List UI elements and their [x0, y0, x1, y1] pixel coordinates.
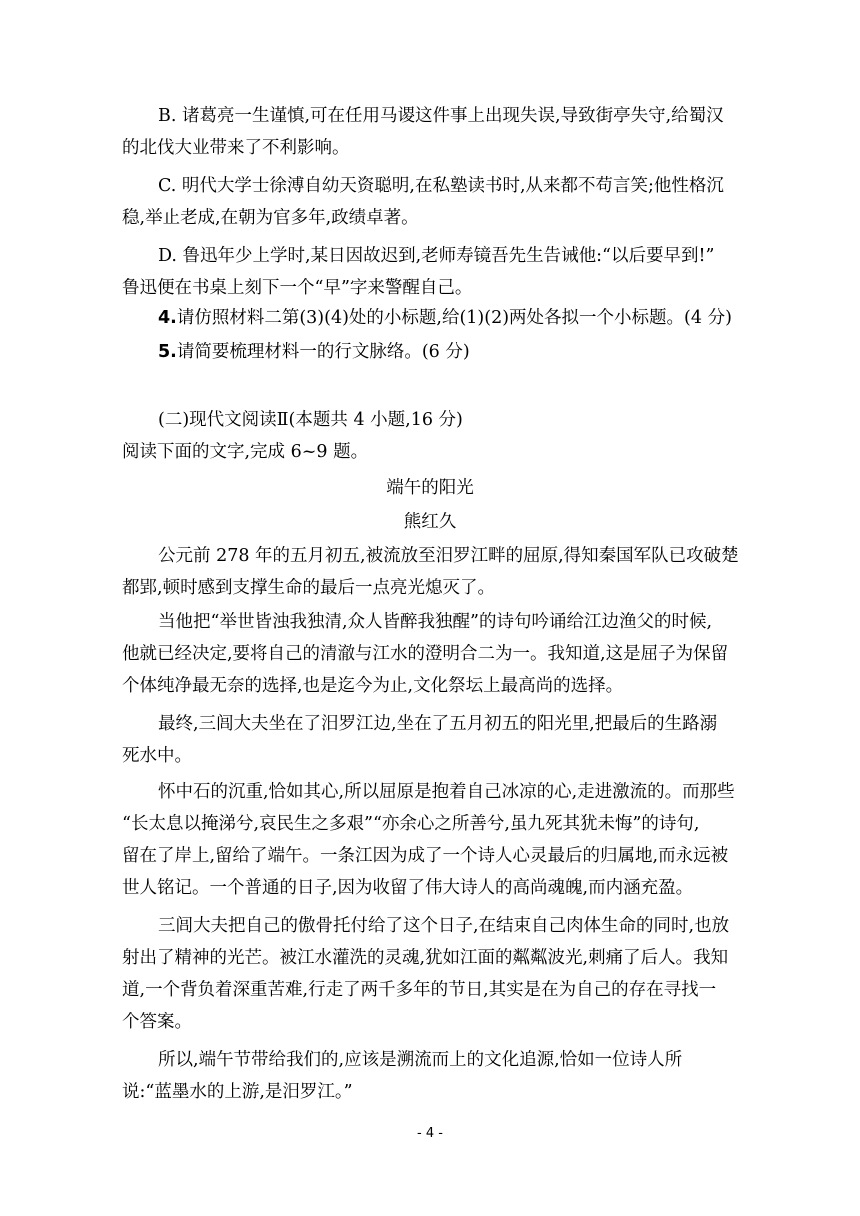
text-line: 都郢,顿时感到支撑生命的最后一点亮光熄灭了。	[122, 578, 496, 598]
text-line: 他就已经决定,要将自己的清澈与江水的澄明合二为一。我知道,这是屈子为保留	[122, 644, 729, 664]
text-line: 个答案。	[122, 1012, 192, 1032]
text-line: 稳,举止老成,在朝为官多年,政绩卓著。	[122, 208, 419, 228]
text-line: 个体纯净最无奈的选择,也是迄今为止,文化祭坛上最高尚的选择。	[122, 676, 624, 696]
option-c	[122, 170, 742, 234]
section-heading	[122, 404, 742, 436]
option-b	[122, 100, 742, 164]
text-line: 世人铭记。一个普通的日子,因为收留了伟大诗人的高尚魂魄,而内涵充盈。	[122, 878, 694, 898]
question-4-line	[122, 302, 742, 334]
section-instruction	[122, 436, 742, 468]
text-line: 道,一个背负着深重苦难,行走了两千多年的节日,其实是在为自己的存在寻找一	[122, 980, 717, 1000]
question-number: 5.	[158, 342, 177, 362]
text-line: “长太息以掩涕兮,哀民生之多艰”“亦余心之所善兮,虽九死其犹未悔”的诗句,	[122, 814, 700, 834]
text-line: 最终,三闾大夫坐在了汨罗江边,坐在了五月初五的阳光里,把最后的生路溺	[158, 714, 718, 734]
question-number: 4.	[158, 308, 177, 328]
text-line: D. 鲁迅年少上学时,某日因故迟到,老师寿镜吾先生告诫他:“以后要早到!”	[158, 246, 715, 266]
text-line: B. 诸葛亮一生谨慎,可在任用马谡这件事上出现失误,导致街亭失守,给蜀汉	[158, 106, 724, 126]
article-paragraph	[122, 606, 742, 702]
article-paragraph	[122, 708, 742, 772]
article-paragraph	[122, 1044, 742, 1108]
text-line: 留在了岸上,留给了端午。一条江因为成了一个诗人心灵最后的归属地,而永远被	[122, 846, 729, 866]
article-paragraph	[122, 776, 742, 904]
question-text: 请简要梳理材料一的行文脉络。(6 分)	[176, 342, 470, 362]
text-line: 所以,端午节带给我们的,应该是溯流而上的文化追源,恰如一位诗人所	[158, 1050, 683, 1070]
question-5-line	[122, 336, 742, 368]
question-5	[122, 336, 742, 368]
text-line: 当他把“举世皆浊我独清,众人皆醉我独醒”的诗句吟诵给江边渔父的时候,	[158, 612, 713, 632]
question-4	[122, 302, 742, 334]
option-d	[122, 240, 742, 304]
article-paragraph	[122, 540, 742, 604]
text-line: 射出了精神的光芒。被江水灌洗的灵魂,犹如江面的粼粼波光,刺痛了后人。我知	[122, 948, 729, 968]
instruction-text: 阅读下面的文字,完成 6~9 题。	[122, 442, 369, 462]
article-title: 端午的阳光	[386, 478, 474, 498]
text-line: 怀中石的沉重,恰如其心,所以屈原是抱着自己冰凉的心,走进激流的。而那些	[158, 782, 735, 802]
text-line: 公元前 278 年的五月初五,被流放至汨罗江畔的屈原,得知秦国军队已攻破楚	[158, 546, 739, 566]
text-line: 三闾大夫把自己的傲骨托付给了这个日子,在结束自己肉体生命的同时,也放	[158, 916, 730, 936]
text-line: 的北伐大业带来了不利影响。	[122, 138, 350, 158]
text-line: 死水中。	[122, 746, 192, 766]
text-line: 鲁迅便在书桌上刻下一个“早”字来警醒自己。	[122, 278, 473, 298]
section-heading-text: (二)现代文阅读Ⅱ(本题共 4 小题,16 分)	[158, 410, 463, 430]
text-line: C. 明代大学士徐溥自幼天资聪明,在私塾读书时,从来都不苟言笑;他性格沉	[158, 176, 724, 196]
text-line: 说:“蓝墨水的上游,是汨罗江。”	[122, 1082, 353, 1102]
article-author: 熊红久	[403, 512, 457, 532]
question-text: 请仿照材料二第(3)(4)处的小标题,给(1)(2)两处各拟一个小标题。(4 分)	[176, 308, 732, 328]
article-paragraph	[122, 910, 742, 1038]
page-number: - 4 -	[417, 1126, 443, 1141]
